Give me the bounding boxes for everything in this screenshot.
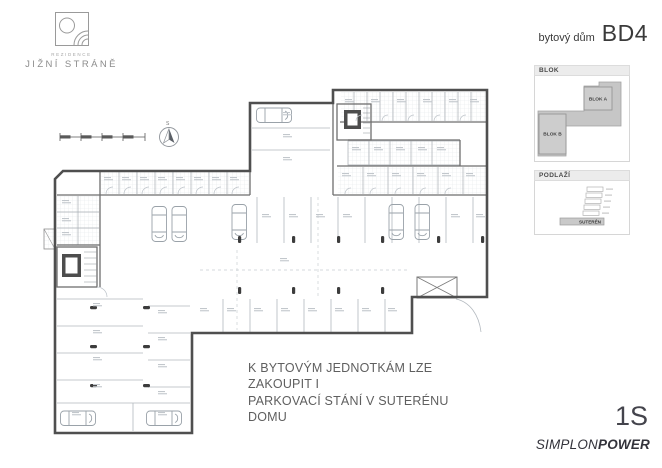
studio-name-regular: SIMPLON: [535, 437, 598, 452]
ramp-cross-icon: [417, 277, 481, 332]
keyplan-panel-header: BLOK: [534, 65, 630, 76]
page-title: [539, 20, 649, 47]
floors-panel-body: [534, 181, 630, 235]
suteren-label: SUTERÉN: [579, 219, 601, 225]
floor-code: 1S: [614, 401, 648, 431]
brand-line2: JIŽNÍ STRÁNĚ: [25, 59, 118, 70]
keyplan-panel-body: [534, 76, 630, 162]
brand-logo: [14, 12, 129, 70]
interior-walls: [57, 103, 487, 287]
block-b-label: BLOK B: [543, 132, 562, 138]
plan-note-line1: K BYTOVÝM JEDNOTKÁM LZE ZAKOUPIT I: [248, 361, 433, 392]
logo-icon: [55, 12, 89, 46]
title-prefix: bytový dům: [538, 32, 595, 44]
plan-note: [248, 360, 488, 425]
brand-line1: REZIDENCE: [51, 52, 92, 57]
north-label: S: [166, 121, 170, 127]
keyplan: [535, 76, 629, 161]
floor-stack: [535, 181, 629, 234]
floor-stack-ticks: [602, 189, 613, 214]
keyplan-panel: [534, 65, 630, 162]
cellar-hatch: [57, 92, 486, 246]
studio-name-bold: POWER: [597, 437, 650, 452]
north-arrow-icon: [160, 121, 179, 147]
title-code: BD4: [601, 20, 648, 46]
floors-panel: [534, 170, 630, 235]
block-a-label: BLOK A: [588, 97, 608, 103]
scale-bar: [60, 133, 145, 141]
studio-logo: [536, 437, 650, 452]
plan-note-line2: PARKOVACÍ STÁNÍ V SUTERÉNU DOMU: [248, 393, 449, 424]
light-shaft: [44, 229, 55, 249]
floors-panel-header: PODLAŽÍ: [534, 170, 630, 181]
